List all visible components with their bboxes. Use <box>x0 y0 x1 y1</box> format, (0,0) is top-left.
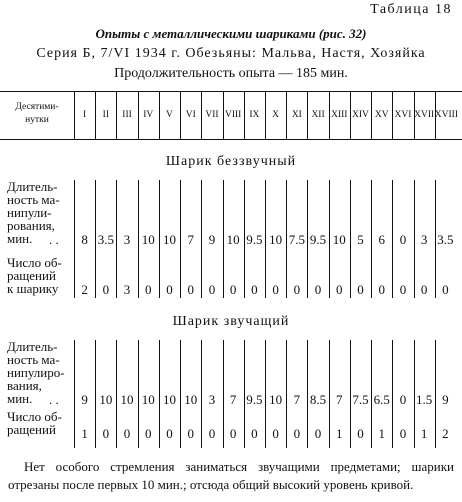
sounding-count-value: 0 <box>208 426 216 441</box>
sounding-count-label <box>7 410 62 436</box>
sounding-manip-value: 10 <box>269 392 283 407</box>
sounding-manip-value: 7 <box>293 392 301 407</box>
silent-manip-label-5: мин. <box>7 231 33 246</box>
silent-manip-label-3: нипули- <box>7 205 52 220</box>
sounding-manip-value: 7.5 <box>352 392 369 407</box>
sounding-count-value: 0 <box>293 426 301 441</box>
column-header: X <box>272 110 280 120</box>
silent-manip-value: 3 <box>123 232 131 247</box>
column-header: XII <box>311 110 325 120</box>
sounding-count-label-1: Число об- <box>7 409 62 424</box>
column-header: II <box>102 110 109 120</box>
sounding-manip-value: 7 <box>229 392 237 407</box>
table-number: Таблица 18 <box>370 2 452 17</box>
silent-count-value: 0 <box>378 282 385 297</box>
silent-count-value: 2 <box>81 282 88 297</box>
silent-count-value: 0 <box>229 282 237 297</box>
silent-count-value: 0 <box>442 282 449 297</box>
sounding-count-value: 1 <box>378 426 385 441</box>
silent-count-value: 0 <box>420 282 428 297</box>
sounding-count-value: 1 <box>420 426 428 441</box>
sounding-manip-value: 10 <box>120 392 134 407</box>
duration-line: Продолжительность опыта — 185 мин. <box>114 66 348 81</box>
silent-count-value: 3 <box>123 282 131 297</box>
header-label-line-2: нутки <box>25 115 49 125</box>
silent-manip-value: 3 <box>420 232 428 247</box>
sounding-manip-value: 7 <box>336 392 343 407</box>
sounding-manip-value: 1.5 <box>416 392 433 407</box>
silent-count-value: 0 <box>314 282 322 297</box>
sounding-count-value: 0 <box>102 426 110 441</box>
silent-count-value: 0 <box>102 282 110 297</box>
silent-manip-value: 10 <box>332 232 346 247</box>
sounding-count-value: 0 <box>166 426 173 441</box>
silent-count-value: 0 <box>166 282 173 297</box>
column-header: XIII <box>331 110 348 120</box>
silent-count-value: 0 <box>272 282 279 297</box>
sounding-count-value: 1 <box>81 426 88 441</box>
silent-manip-label-4: рования, <box>7 218 55 233</box>
sounding-manip-dots: . . <box>49 392 59 407</box>
sounding-count-value: 0 <box>357 426 364 441</box>
sounding-manip-value: 10 <box>99 392 113 407</box>
silent-heading: Шарик беззвучный <box>165 154 297 169</box>
silent-count-value: 0 <box>293 282 301 297</box>
column-header: I <box>83 110 87 120</box>
silent-manip-label-1: Длитель- <box>7 179 58 194</box>
footnote: Нет особого стремления заниматься звучащими предметами; шарики отрезаны после первых 10 мин.; отсюда общий высокий уровень кривой. <box>8 459 454 492</box>
silent-manip-value: 7 <box>187 232 194 247</box>
silent-manip-value: 0 <box>399 232 407 247</box>
silent-manip-value: 10 <box>269 232 283 247</box>
silent-count-value: 0 <box>145 282 152 297</box>
sounding-manip-label-4: вания, <box>7 378 42 393</box>
silent-manip-label-2: ность ма- <box>7 192 60 207</box>
silent-count-value: 0 <box>399 282 407 297</box>
sounding-count-value: 0 <box>272 426 279 441</box>
silent-count-value: 0 <box>357 282 364 297</box>
silent-count-value: 0 <box>336 282 343 297</box>
column-header: III <box>122 110 132 120</box>
silent-count-label <box>7 256 62 295</box>
sounding-manip-value: 6.5 <box>373 392 390 407</box>
header-label-line-1: Десятими- <box>15 102 59 112</box>
sounding-manip-label-3: нипулиро- <box>7 365 65 380</box>
sounding-heading: Шарик звучащий <box>172 314 290 329</box>
sounding-count-value: 0 <box>399 426 407 441</box>
silent-count-label-2: ращений <box>7 268 56 283</box>
column-header: VI <box>185 110 196 120</box>
silent-count-label-1: Число об- <box>7 255 62 270</box>
sounding-count-value: 0 <box>145 426 152 441</box>
sounding-manip-label-1: Длитель- <box>7 339 58 354</box>
sounding-manip-value: 10 <box>162 392 176 407</box>
series-line: Серия Б, 7/VI 1934 г. Обезьяны: Мальва, Настя, Хозяйка <box>36 46 426 61</box>
silent-manip-value: 7.5 <box>288 232 305 247</box>
column-header: VII <box>205 110 219 120</box>
sounding-count-value: 1 <box>336 426 343 441</box>
silent-manip-dots: . . <box>49 232 59 247</box>
sounding-count-value: 0 <box>251 426 258 441</box>
silent-manip-value: 10 <box>141 232 155 247</box>
sounding-count-value: 2 <box>442 426 449 441</box>
column-header: XV <box>374 110 389 120</box>
sounding-count-label-2: ращений <box>7 422 56 437</box>
silent-manip-value: 3.5 <box>437 232 454 247</box>
sounding-manip-label-5: мин. <box>7 391 33 406</box>
table-title: Опыты с металлическими шариками (рис. 32) <box>95 26 367 41</box>
sounding-manip-value: 0 <box>399 392 407 407</box>
sounding-manip-value: 3 <box>208 392 216 407</box>
silent-count-value: 0 <box>187 282 194 297</box>
header-bottom-rule <box>0 139 462 140</box>
column-header: XI <box>291 110 302 120</box>
silent-manip-value: 9.5 <box>309 232 327 247</box>
sounding-count-value: 0 <box>229 426 237 441</box>
sounding-manip-value: 10 <box>184 392 198 407</box>
silent-count-label-3: к шарику <box>7 281 59 296</box>
sounding-count-value: 0 <box>314 426 322 441</box>
sounding-count-value: 0 <box>187 426 194 441</box>
silent-manip-value: 10 <box>226 232 240 247</box>
silent-manip-value: 5 <box>357 232 364 247</box>
silent-manip-value: 10 <box>162 232 176 247</box>
sounding-count-value: 0 <box>123 426 131 441</box>
column-header: XVI <box>394 110 412 120</box>
silent-count-value: 0 <box>208 282 216 297</box>
column-header: XVIII <box>434 110 458 120</box>
sounding-manip-label-2: ность ма- <box>7 352 60 367</box>
sounding-manip-value: 10 <box>141 392 155 407</box>
column-header: V <box>166 110 173 120</box>
sounding-manip-value: 9 <box>442 392 449 407</box>
column-header: VIII <box>224 110 242 120</box>
silent-count-value: 0 <box>251 282 258 297</box>
column-header: XIV <box>352 110 369 120</box>
sounding-manip-value: 9 <box>81 392 88 407</box>
sounding-manip-value: 9.5 <box>246 392 263 407</box>
silent-manip-value: 9.5 <box>246 232 263 247</box>
column-header: IX <box>249 110 260 120</box>
silent-manip-value: 3.5 <box>97 232 114 247</box>
silent-manip-value: 6 <box>378 232 385 247</box>
header-label <box>8 101 66 127</box>
column-header: XVII <box>414 110 435 120</box>
sounding-manip-value: 8.5 <box>309 392 327 407</box>
silent-manip-value: 8 <box>81 232 88 247</box>
silent-manip-value: 9 <box>208 232 216 247</box>
column-header: IV <box>143 110 154 120</box>
